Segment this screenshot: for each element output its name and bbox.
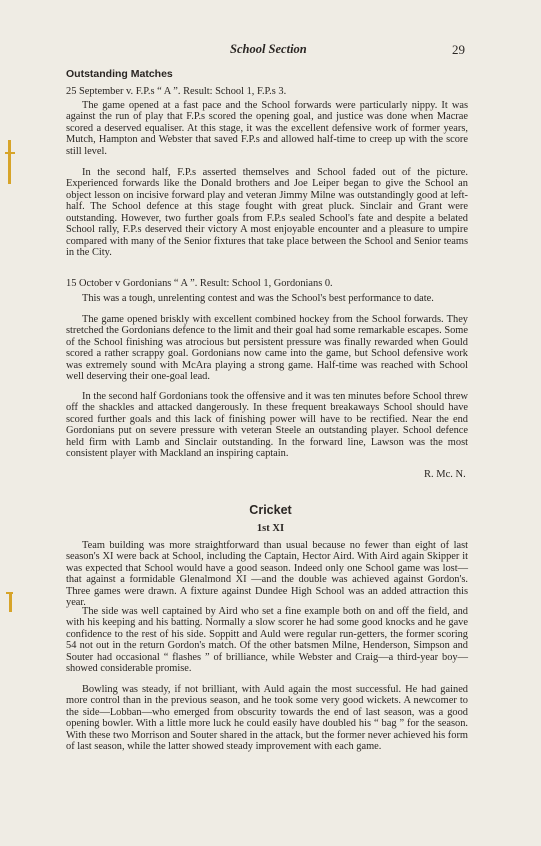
paragraph: The side was well captained by Aird who set a fine example both on and off the field, and with his keeping and his batting. Normally a slow scorer he had some good knocks and he gave confidence to the rest of his side. Soppitt and Auld were regular run-getters, the former scoring 54 not out in the return Gordon's match. Of the other batsmen Milne, Henderson, Simpson and Souter had occasional “ flashes ” of brilliance, while Webster and Craig—a third-year boy—showed considerable promise.	[66, 606, 468, 675]
binding-mark-bottom	[9, 592, 12, 612]
paragraph: Team building was more straightforward than usual because no fewer than eight of last season's XI were back at School, including the Captain, Hector Aird. With Aird again Skipper it was expected that School would have a good season. Indeed only one School game was lost—that against a formidable Glenalmond XI —and the double was achieved against Gordon's. Three games were drawn. A fixture against Dundee High School was an added attraction this year.	[66, 540, 468, 609]
author-signature: R. Mc. N.	[424, 469, 466, 480]
paragraph: This was a tough, unrelenting contest and was the School's best performance to date.	[82, 293, 434, 304]
match-result-line: 15 October v Gordonians “ A ”. Result: School 1, Gordonians 0.	[66, 278, 333, 289]
binding-mark-bottom-tick	[6, 592, 13, 594]
paragraph: The game opened briskly with excellent combined hockey from the School forwards. They stretched the Gordonians defence to the limit and their goal had some remarkable escapes. Some of the School finishing was atrocious but persistent pressure was finally rewarded when Gould scored a rather scrappy goal. Gordonians now came into the game, but School defensive work was extremely sound with McAra playing a strong game. Half-time was reached with School well deserving their one-goal lead.	[66, 314, 468, 383]
paragraph: The game opened at a fast pace and the School forwards were particularly nippy. It was against the run of play that F.P.s scored the opening goal, and justice was done when Macrae scored a deserved equaliser. At this stage, it was the excellent defensive work of former years, Mutch, Hampton and Webster that saved F.P.s and allowed half-time to creep up with the score still level.	[66, 100, 468, 157]
page-number: 29	[452, 42, 465, 57]
running-head: School Section	[230, 42, 307, 56]
paragraph: In the second half, F.P.s asserted themselves and School faded out of the picture. Experienced forwards like the Donald brothers and Joe Leiper began to give the School an object lesson on incisive forward play and veteran Jimmy Milne was outstandingly good at left-half. The School defence at this stage fought with great pluck. Sinclair and Grant were outstanding. However, two further goals from F.P.s sealed School's fate and despite a belated School rally, F.P.s deserved their victory A most enjoyable encounter and a pleasure to umpire compared with many of the Senior fixtures that take place between the School and Senior teams in the City.	[66, 167, 468, 259]
paragraph: Bowling was steady, if not brilliant, with Auld again the most successful. He had gained more control than in the previous season, and he took some very good wickets. A newcomer to the side—Lobban—who emerged from obscurity towards the end of last season, was a good opening bowler. With a little more luck he could easily have doubled his “ bag ” for the season. With these two Morrison and Souter shared in the attack, but the former never achieved his form of last season, while the latter showed steady improvement with each game.	[66, 684, 468, 753]
paragraph: In the second half Gordonians took the offensive and it was ten minutes before School threw off the shackles and attacked dangerously. In these frequent breakaways School should have scored further goals and this lack of finishing power will have to be rectified. Near the end Gordonians put on severe pressure with veteran Steele an outstanding player. School defence held firm with Lamb and Sinclair outstanding. In the forward line, Lawson was the most consistent player with Mackland an inspiring captain.	[66, 391, 468, 460]
subsection-title-first-xi: 1st XI	[256, 523, 285, 534]
match-result-line: 25 September v. F.P.s “ A ”. Result: School 1, F.P.s 3.	[66, 86, 287, 97]
binding-mark-top-tick	[5, 152, 15, 154]
binding-mark-top	[8, 140, 11, 184]
section-title-outstanding-matches: Outstanding Matches	[66, 68, 173, 80]
section-title-cricket: Cricket	[249, 503, 292, 517]
